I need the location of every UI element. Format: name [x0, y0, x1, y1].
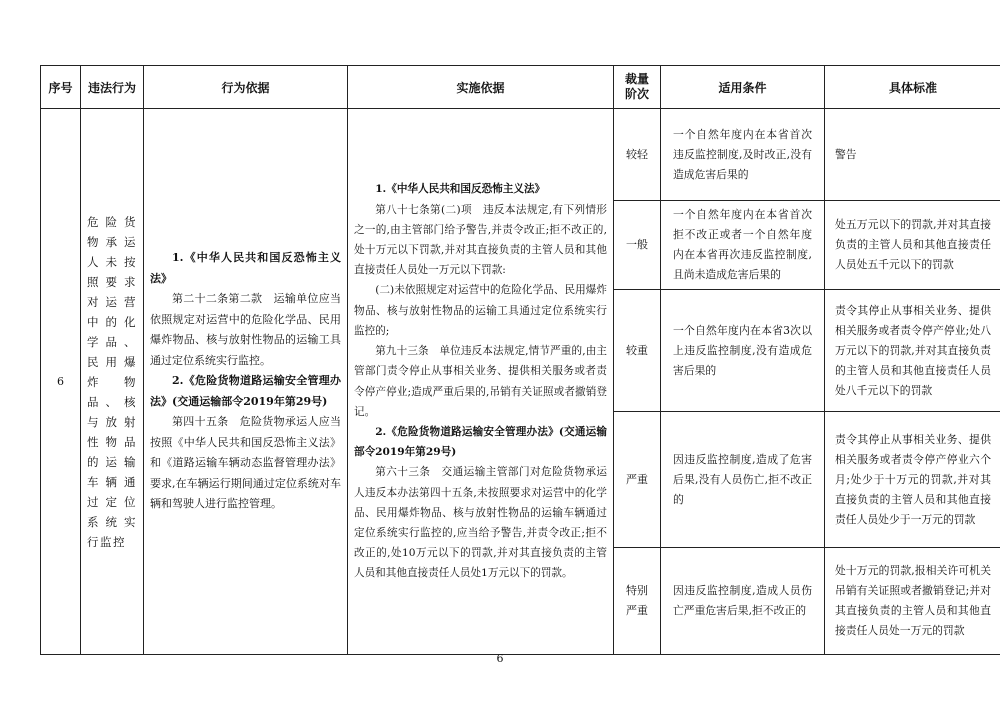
- header-implementation: 实施依据: [348, 66, 614, 109]
- row-index: 6: [41, 109, 81, 655]
- tier-level-2: 一般: [614, 201, 661, 290]
- tier-level-5-text: 特别严重: [626, 584, 648, 617]
- tier-level-3: 较重: [614, 290, 661, 412]
- header-conditions: 适用条件: [661, 66, 825, 109]
- tier-row-1: [41, 109, 1000, 201]
- header-standard: 具体标准: [825, 66, 1000, 109]
- header-level: [614, 66, 661, 109]
- tier-standard-1: 警告: [825, 109, 1000, 201]
- tier-standard-2: 处五万元以下的罚款,并对其直接负责的主管人员和其他直接责任人员处五千元以下的罚款: [825, 201, 1000, 290]
- violation-text: 危险货物承运人未按照要求对运营中的化学品、民用爆炸物品、核与放射性物品的运输车辆通过定位系统实行监控: [81, 109, 144, 655]
- header-level-line1: 裁量: [624, 72, 649, 86]
- tier-level-4: 严重: [614, 412, 661, 548]
- tier-standard-4: 责令其停止从事相关业务、提供相关服务或者责令停产停业六个月;处少于十万元的罚款,并对其直接负责的主管人员和其他直接责任人员处少于一万元的罚款: [825, 412, 1000, 548]
- tier-standard-3: 责令其停止从事相关业务、提供相关服务或者责令停产停业;处八万元以下的罚款,并对其直接负责的主管人员和其他直接责任人员处八千元以下的罚款: [825, 290, 1000, 412]
- impl-title-1: 1.《中华人民共和国反恐怖主义法》: [375, 183, 546, 196]
- impl-para-4: 第六十三条 交通运输主管部门对危险货物承运人违反本办法第四十五条,未按照要求对运营中的化学品、民用爆炸物品、核与放射性物品的运输车辆通过定位系统实行监控的,应当给予警告,并责令改正;拒不改正的,处10万元以下的罚款,并对其直接负责的主管人员和其他直接责任人员处1万元以下的罚款。: [354, 466, 607, 580]
- tier-condition-1: 一个自然年度内在本省首次违反监控制度,及时改正,没有造成危害后果的: [661, 109, 825, 201]
- impl-para-1: 第八十七条第(二)项 违反本法规定,有下列情形之一的,由主管部门给予警告,并责令改正;拒不改正的,处十万元以下罚款,并对其直接负责的主管人员和其他直接责任人员处一万元以下罚款:: [354, 203, 607, 277]
- implementation-basis: [348, 109, 614, 655]
- impl-para-3: 第九十三条 单位违反本法规定,情节严重的,由主管部门责令停止从事相关业务、提供相关服务或者责令停产停业;造成严重后果的,吊销有关证照或者撤销登记。: [354, 345, 607, 418]
- impl-para-2: (二)未依照规定对运营中的危险化学品、民用爆炸物品、核与放射性物品的运输工具通过定位系统实行监控的;: [354, 284, 607, 337]
- tier-level-5: [614, 548, 661, 655]
- tier-condition-4: 因违反监控制度,造成了危害后果,没有人员伤亡,拒不改正的: [661, 412, 825, 548]
- header-row: [41, 66, 1000, 109]
- tier-standard-5: 处十万元的罚款,报相关许可机关吊销有关证照或者撤销登记;并对其直接负责的主管人员和其他直接责任人员处一万元的罚款: [825, 548, 1000, 655]
- basis-title-2: 2.《危险货物道路运输安全管理办法》(交通运输部令2019年第29号): [150, 374, 341, 408]
- header-index: 序号: [41, 66, 81, 109]
- impl-title-2: 2.《危险货物道路运输安全管理办法》(交通运输部令2019年第29号): [354, 425, 607, 459]
- page-number: 6: [496, 652, 504, 665]
- tier-condition-2: 一个自然年度内在本省首次拒不改正或者一个自然年度内在本省再次违反监控制度,且尚未造成危害后果的: [661, 201, 825, 290]
- tier-condition-3: 一个自然年度内在本省3次以上违反监控制度,没有造成危害后果的: [661, 290, 825, 412]
- legal-basis: [144, 109, 348, 655]
- header-level-line2: 阶次: [624, 87, 649, 101]
- tier-level-1: 较轻: [614, 109, 661, 201]
- header-basis: 行为依据: [144, 66, 348, 109]
- penalty-discretion-table: [40, 65, 1000, 655]
- header-violation: 违法行为: [81, 66, 144, 109]
- basis-para-2: 第四十五条 危险货物承运人应当按照《中华人民共和国反恐怖主义法》和《道路运输车辆动态监督管理办法》要求,在车辆运行期间通过定位系统对车辆和驾驶人进行监控管理。: [150, 415, 341, 511]
- basis-title-1: 1.《中华人民共和国反恐怖主义法》: [150, 251, 341, 285]
- basis-para-1: 第二十二条第二款 运输单位应当依照规定对运营中的危险化学品、民用爆炸物品、核与放射性物品的运输工具通过定位系统实行监控。: [150, 292, 341, 367]
- tier-condition-5: 因违反监控制度,造成人员伤亡严重危害后果,拒不改正的: [661, 548, 825, 655]
